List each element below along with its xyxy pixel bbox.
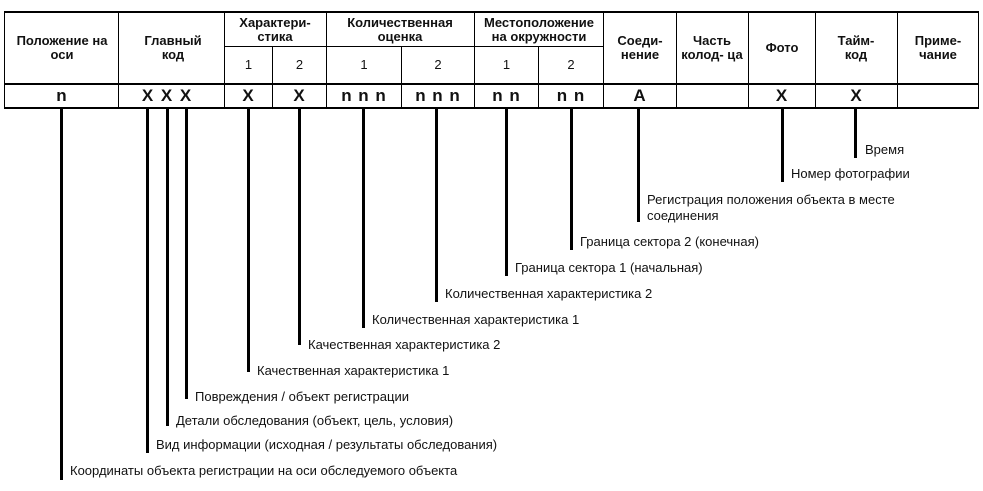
code-char-2: X bbox=[293, 86, 306, 105]
callout-qual2: Качественная характеристика 2 bbox=[308, 337, 501, 352]
callout-time: Время bbox=[865, 142, 905, 157]
code-quant-1: n n n bbox=[341, 86, 387, 105]
stem-info-type bbox=[146, 108, 149, 453]
subheader-quant-1: 1 bbox=[360, 57, 368, 72]
code-circ-1: n n bbox=[492, 86, 521, 105]
stem-photo bbox=[781, 108, 784, 182]
code-char-1: X bbox=[242, 86, 255, 105]
stem-quant2 bbox=[435, 108, 438, 302]
stem-time bbox=[854, 108, 857, 158]
header-note: Приме- чание bbox=[914, 33, 962, 62]
callout-connection-reg: Регистрация положения объекта в месте соединения bbox=[647, 192, 895, 223]
callout-photo-number: Номер фотографии bbox=[791, 166, 910, 181]
callout-qual1: Качественная характеристика 1 bbox=[257, 363, 450, 378]
stem-sector1 bbox=[505, 108, 508, 276]
code-note bbox=[898, 85, 978, 107]
stem-details bbox=[166, 108, 169, 426]
code-well-part bbox=[677, 85, 748, 107]
header-circumference: Местоположение на окружности bbox=[484, 14, 594, 44]
callout-quant1: Количественная характеристика 1 bbox=[372, 312, 580, 327]
callout-sector1: Граница сектора 1 (начальная) bbox=[515, 260, 703, 275]
header-photo: Фото bbox=[765, 40, 799, 55]
subheader-circ-1: 1 bbox=[502, 57, 511, 72]
subheader-circ-2: 2 bbox=[567, 57, 575, 72]
stem-sector2 bbox=[570, 108, 573, 250]
header-quantitative: Количественная оценка bbox=[347, 14, 453, 44]
code-quant-2: n n n bbox=[415, 86, 461, 105]
callout-info-type: Вид информации (исходная / результаты обследования) bbox=[156, 437, 498, 452]
code-main-3: X bbox=[179, 86, 193, 105]
subheader-quant-2: 2 bbox=[434, 57, 442, 72]
header-main-code: Главный код bbox=[144, 33, 202, 62]
code-position: n bbox=[56, 86, 68, 105]
stem-connection bbox=[637, 108, 640, 222]
header-well-part: Часть колод- ца bbox=[681, 33, 743, 62]
subheader-char-2: 2 bbox=[295, 57, 304, 72]
callout-damage: Повреждения / объект регистрации bbox=[195, 389, 409, 404]
code-circ-2: n n bbox=[556, 86, 586, 105]
stem-qual1 bbox=[247, 108, 250, 372]
stem-damage bbox=[185, 108, 188, 399]
header-connection: Соеди- нение bbox=[617, 33, 663, 62]
stem-quant1 bbox=[362, 108, 365, 328]
header-characteristic: Характери- стика bbox=[239, 14, 311, 44]
code-main-1: X bbox=[141, 86, 155, 105]
stem-coords bbox=[60, 108, 63, 480]
callout-details: Детали обследования (объект, цель, условия) bbox=[176, 413, 454, 428]
code-main-2: X bbox=[160, 86, 174, 105]
header-position: Положение на оси bbox=[16, 33, 108, 62]
code-photo: X bbox=[775, 86, 789, 105]
callout-coords: Координаты объекта регистрации на оси обследуемого объекта bbox=[70, 463, 458, 478]
code-connection: A bbox=[633, 86, 647, 105]
code-timecode: X bbox=[850, 86, 863, 105]
subheader-char-1: 1 bbox=[244, 57, 253, 72]
callout-quant2: Количественная характеристика 2 bbox=[445, 286, 653, 301]
stem-qual2 bbox=[298, 108, 301, 345]
callout-sector2: Граница сектора 2 (конечная) bbox=[580, 234, 759, 249]
header-timecode: Тайм- код bbox=[837, 33, 875, 62]
